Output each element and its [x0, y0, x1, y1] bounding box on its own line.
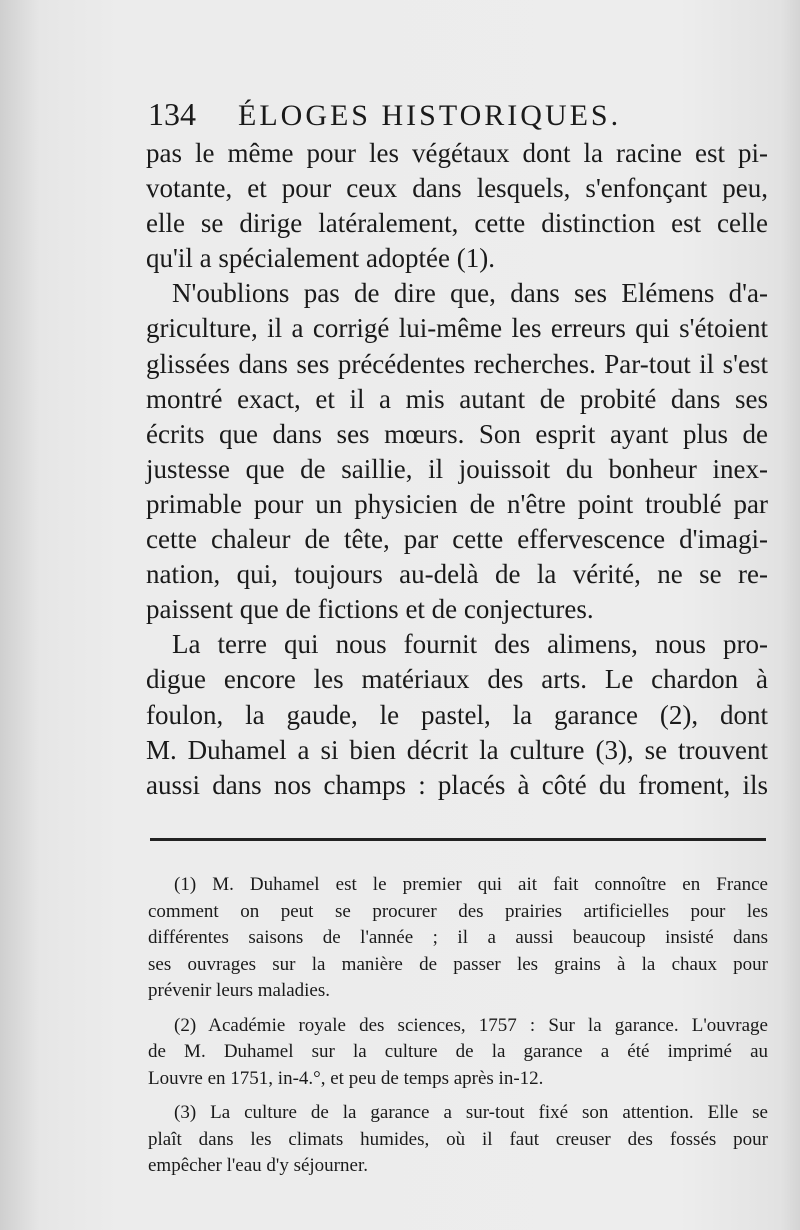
text-line: glissées dans ses précédentes recherches. Par-tout il s'est — [146, 348, 768, 379]
footnote-line: plaît dans les climats humides, où il faut creuser des fossés pour — [148, 1128, 768, 1150]
text-line: montré exact, et il a mis autant de probité dans ses — [146, 383, 768, 414]
running-title: ÉLOGES HISTORIQUES. — [238, 99, 622, 132]
text-line: justesse que de saillie, il jouissoit du bonheur inex- — [146, 453, 768, 484]
footnote-1 — [148, 872, 768, 1005]
text-line: M. Duhamel a si bien décrit la culture (3), se trouvent — [146, 734, 768, 765]
text-line: griculture, il a corrigé lui-même les erreurs qui s'étoient — [146, 313, 768, 344]
text-line: La terre qui nous fournit des alimens, nous pro- — [172, 629, 768, 660]
footnote-line: (3) La culture de la garance a sur-tout fixé son attention. Elle se — [174, 1102, 768, 1123]
text-line: paissent que de fictions et de conjectures. — [146, 594, 594, 625]
footnote-line: comment on peut se procurer des prairies artificielles pour les — [148, 900, 768, 922]
footnote-2 — [148, 1013, 768, 1093]
page-number: 134 — [148, 96, 196, 132]
body-text — [146, 136, 768, 803]
text-line: qu'il a spécialement adoptée (1). — [146, 243, 495, 274]
text-line: nation, qui, toujours au-delà de la vérité, ne se re- — [146, 559, 768, 590]
text-line: N'oublions pas de dire que, dans ses Elémens d'a- — [172, 278, 768, 309]
text-line: foulon, la gaude, le pastel, la garance (2), dont — [146, 699, 768, 730]
text-line: elle se dirige latéralement, cette distinction est celle — [146, 208, 768, 239]
footnote-divider — [150, 838, 766, 841]
footnote-line: empêcher l'eau d'y séjourner. — [148, 1155, 368, 1176]
text-line: aussi dans nos champs : placés à côté du froment, ils — [146, 769, 768, 800]
text-line: écrits que dans ses mœurs. Son esprit ayant plus de — [146, 418, 768, 449]
text-line: cette chaleur de tête, par cette effervescence d'imagi- — [146, 524, 768, 555]
text-line: primable pour un physicien de n'être point troublé par — [146, 488, 768, 519]
page-header — [148, 96, 768, 136]
footnote-line: Louvre en 1751, in-4.°, et peu de temps après in-12. — [148, 1067, 544, 1089]
footnote-line: de M. Duhamel sur la culture de la garance a été imprimé au — [148, 1041, 768, 1062]
footnotes — [148, 872, 768, 1188]
text-line: pas le même pour les végétaux dont la racine est pi- — [146, 138, 768, 168]
text-line: digue encore les matériaux des arts. Le chardon à — [146, 664, 768, 695]
footnote-line: prévenir leurs maladies. — [148, 980, 331, 1001]
text-line: votante, et pour ceux dans lesquels, s'enfonçant peu, — [146, 173, 768, 204]
footnote-line: (2) Académie royale des sciences, 1757 : Sur la garance. L'ouvrage — [174, 1014, 768, 1036]
footnote-line: ses ouvrages sur la manière de passer les grains à la chaux pour — [148, 953, 768, 975]
footnote-line: différentes saisons de l'année ; il a aussi beaucoup insisté dans — [148, 927, 768, 948]
footnote-line: (1) M. Duhamel est le premier qui ait fait connoître en France — [174, 874, 768, 895]
footnote-3 — [148, 1100, 768, 1180]
